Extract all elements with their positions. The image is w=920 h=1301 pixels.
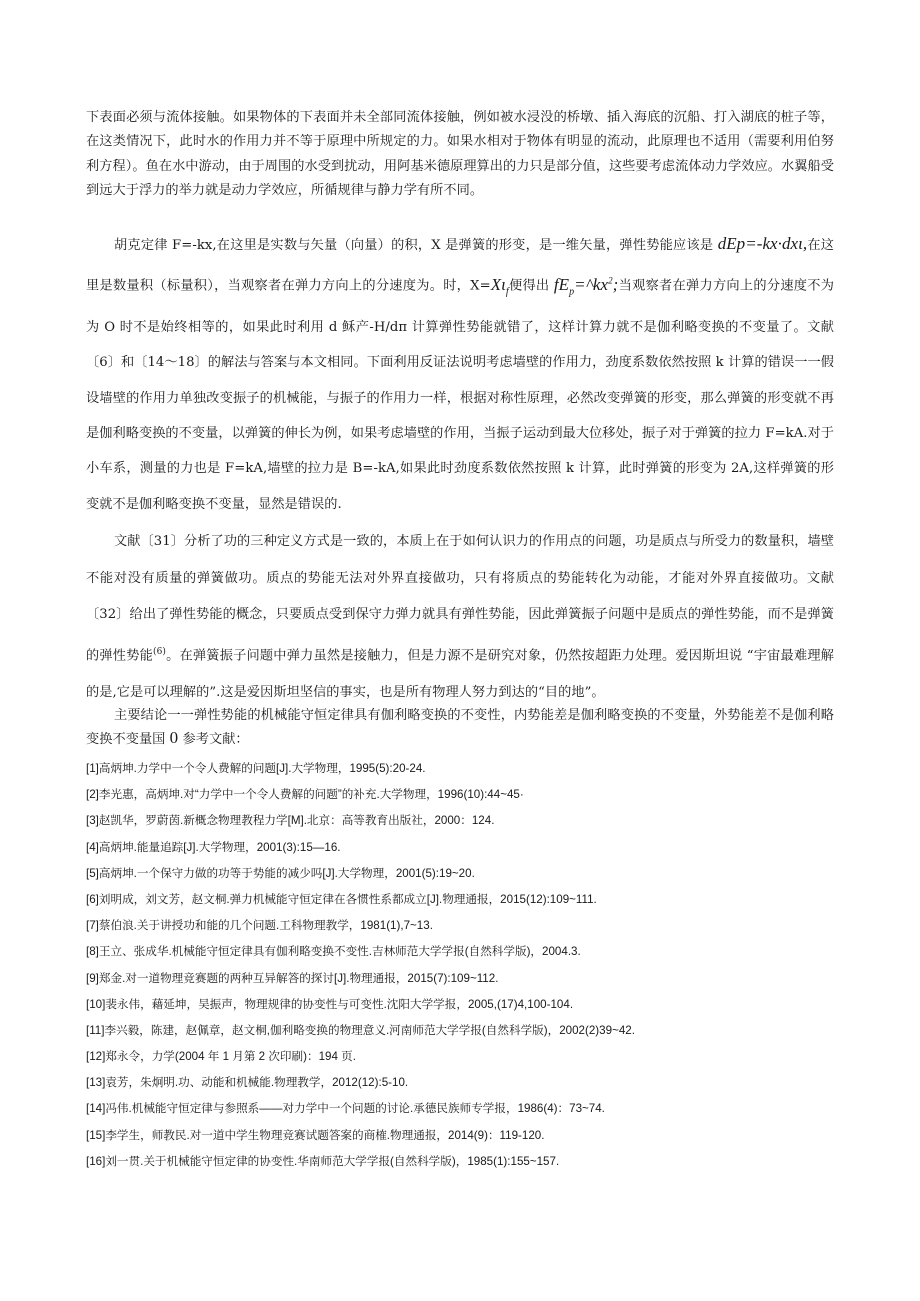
formula-dep: dEp=-kx·dxι,	[717, 234, 808, 253]
paragraph-text: 文献〔31〕分析了功的三种定义方式是一致的，本质上在于如何认识力的作用点的问题，功是质点与所受力的数量积，墙壁不能对没有质量的弹簧做功。质点的势能无法对外界直接做功，只有将质点的势能转化为动能，才能对外界直接做功。文献〔32〕给出了弹性势能的概念，只要质点受到保守力弹力就具有弹性势能，因此弹簧振子问题中是质点的弹性势能，而不是弹簧的弹性势能	[86, 534, 834, 664]
reference-item: [8]王立、张成华.机械能守恒定律具有伽利略变换不变性.吉林师范大学学报(自然科学版)，2004.3.	[86, 945, 581, 959]
reference-item: [15]李学生，师教民.对一道中学生物理竞赛试题答案的商榷.物理通报，2014(9)：119-120.	[86, 1128, 545, 1142]
references-heading: 参考文献：	[178, 732, 249, 747]
paragraph-text: 在这里是数量积（标量积），当观察者在弹力方向上的分速度为。时，X=	[86, 238, 834, 295]
formula-ep-end: ;	[612, 275, 619, 295]
stray-glyph: 0	[169, 728, 179, 747]
reference-item: [14]冯伟.机械能守恒定律与参照系——对力学中一个问题的讨论.承德民族师专学报，1986(4)：73~74.	[86, 1102, 605, 1116]
reference-item: [12]郑永令，力学(2004 年 1 月第 2 次印刷)：194 页.	[86, 1050, 356, 1064]
paragraph-hooke-law	[86, 226, 834, 522]
paragraph-text: 便得出	[508, 279, 554, 295]
reference-item: [4]高炳坤.能量追踪[J].大学物理，2001(3):15—16.	[86, 840, 341, 854]
reference-item: [1]高炳坤.力学中一个令人费解的问题[J].大学物理，1995(5):20-24.	[86, 762, 426, 775]
reference-item: [13]袁芳，朱炯明.功、动能和机械能.物理教学，2012(12):5-10.	[86, 1076, 409, 1090]
reference-item: [16]刘一贯.关于机械能守恒定律的协变性.华南师范大学学报(自然科学版)，1985(1):155~157.	[86, 1154, 560, 1168]
paragraph-conclusion	[86, 705, 834, 751]
formula-ep-main: fE	[553, 275, 570, 295]
reference-item: [5]高炳坤.一个保守力做的功等于势能的减少吗[J].大学物理，2001(5):19~20.	[86, 866, 475, 880]
formula-ep-rhs: =^kx	[574, 275, 609, 295]
paragraph-text: 当观察者在弹力方向上的分速度不为为 O 时不是始终相等的，如果此时利用 d 稣产-H∕dπ 计算弹性势能就错了，这样计算力就不是伽利略变换的不变量了。文献〔6〕和〔14～18〕的解法与答案与本文相同。下面利用反证法说明考虑墙壁的作用力，劲度系数依然按照 k 计算的错误一一假设墙壁的作用力单独改变振子的机械能，与振子的作用力一样，根据对称性原理，必然改变弹簧的形变，那么弹簧的形变就不再是伽利略变换的不变量，以弹簧的伸长为例，如果考虑墙壁的作用，当振子运动到最大位移处，振子对于弹簧的拉力 F=kA.对于小车系，测量的力也是 F=kA,墙壁的拉力是 B=-kA,如果此时劲度系数依然按照 k 计算，此时弹簧的形变为 2A,这样弹簧的形变就不是伽利略变换不变量，显然是错误的.	[86, 279, 834, 512]
formula-x-main: Xι	[490, 275, 506, 295]
formula-ep	[553, 275, 619, 298]
paragraph-text: 。在弹簧振子问题中弹力虽然是接触力，但是力源不是研究对象，仍然按超距力处理。爱因斯坦说 “宇宙最难理解的是,它是可以理解的”.这是爱因斯坦坚信的事实，也是所有物理人努力到达的“目的地”。	[86, 648, 834, 701]
paragraph-text: 胡克定律 F=-kx,在这里是实数与矢量（向量）的积，X 是弹簧的形变，是一维矢量，弹性势能应该是	[114, 238, 718, 253]
paragraph-text: 主要结论一一弹性势能的机械能守恒定律具有伽利略变换的不变性，内势能差是伽利略变换的不变量，外势能差不是伽利略变换不变量国	[86, 708, 834, 747]
reference-item: [7]蔡伯浪.关于讲授功和能的几个问题.工科物理教学，1981(1),7~13.	[86, 919, 433, 933]
citation-superscript: (6)	[153, 647, 166, 658]
reference-item: [10]裴永伟，藉延坤，吴振声，物理规律的协变性与可变性.沈阳大学学报，2005,(17)4,100-104.	[86, 997, 574, 1011]
reference-item: [2]李光惠，高炳坤.对“力学中一个令人费解的问题”的补充.大学物理，1996(10):44~45·	[86, 788, 524, 802]
reference-item: [3]赵凯华，罗蔚茵.新概念物理教程力学[M].北京：高等教育出版社，2000：124.	[86, 814, 495, 828]
formula-ep-sub: p	[569, 286, 575, 298]
formula-x-sub: f	[505, 286, 509, 298]
reference-item: [9]郑金.对一道物理竞赛题的两种互异解答的探讨[J].物理通报，2015(7):109~112.	[86, 971, 499, 985]
reference-list	[86, 756, 846, 1175]
paragraph-work-definition	[86, 524, 834, 712]
paragraph-archimedes	[86, 106, 834, 203]
formula-ep-sup: 2	[608, 275, 613, 286]
paragraph-text: 下表面必须与流体接触。如果物体的下表面并未全部同流体接触，例如被水浸没的桥墩、插入海底的沉船、打入湖底的桩子等，在这类情况下，此时水的作用力并不等于原理中所规定的力。如果水相对于物体有明显的流动，此原理也不适用（需要利用伯努利方程）。鱼在水中游动，由于周围的水受到扰动，用阿基米德原理算出的力只是部分值，这些要考虑流体动力学效应。水翼船受到远大于浮力的举力就是动力学效应，所循规律与静力学有所不同。	[86, 110, 834, 198]
reference-item: [11]李兴毅，陈建，赵佩章，赵文桐,伽利略变换的物理意义.河南师范大学学报(自然科学版)，2002(2)39~42.	[86, 1023, 635, 1037]
formula-x	[490, 275, 509, 298]
reference-item: [6]刘明成，刘文芳，赵文桐.弹力机械能守恒定律在各惯性系都成立[J].物理通报，2015(12):109~111.	[86, 892, 597, 906]
